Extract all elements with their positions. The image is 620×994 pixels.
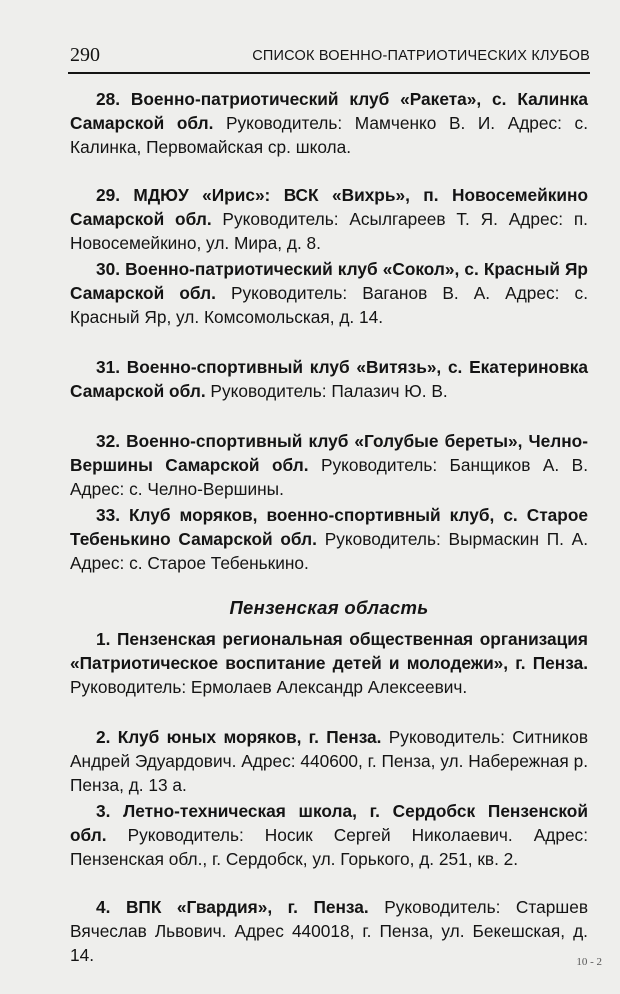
club-name: 32. Военно-спортивный клуб «Голубые береты», Челно-Вершины Самарской обл. xyxy=(70,431,588,475)
club-name: 3. Летно-техническая школа, г. Сердобск Пензенской обл. xyxy=(70,801,588,845)
club-entry-penza-3 xyxy=(70,800,588,871)
club-name: 28. Военно-патриотический клуб «Ракета», с. Калинка Самарской обл. xyxy=(70,89,588,133)
club-details: Руководитель: Мамченко В. И. Адрес: с. Калинка, Первомайская ср. школа. xyxy=(70,112,589,157)
club-name: 31. Военно-спортивный клуб «Витязь», с. Екатериновка Самарской обл. xyxy=(70,357,588,401)
club-entry-33 xyxy=(70,504,588,575)
page-header xyxy=(68,42,590,74)
club-details: Руководитель: Старшев Вячеслав Львович. Адрес 440018, г. Пенза, ул. Бекешская, д. 14. xyxy=(70,897,588,965)
club-name: 1. Пензенская региональная общественная организация «Патриотическое воспитание детей и молодежи», г. Пенза. xyxy=(70,629,588,673)
club-name: 29. МДЮУ «Ирис»: ВСК «Вихрь», п. Новосемейкино Самарской обл. xyxy=(70,185,588,229)
club-name: 33. Клуб моряков, военно-спортивный клуб, с. Старое Тебенькино Самарской обл. xyxy=(70,505,588,549)
club-name: 30. Военно-патриотический клуб «Сокол», с. Красный Яр Самарской обл. xyxy=(70,259,588,303)
club-details: Руководитель: Банщиков А. В. Адрес: с. Челно-Вершины. xyxy=(70,454,588,499)
section-heading: Пензенская область xyxy=(229,597,429,618)
club-details: Руководитель: Ваганов В. А. Адрес: с. Красный Яр, ул. Комсомольская, д. 14. xyxy=(70,282,588,327)
club-name: 4. ВПК «Гвардия», г. Пенза. xyxy=(96,897,369,917)
club-entry-penza-1 xyxy=(70,628,588,699)
signature-mark: 10 - 2 xyxy=(576,956,602,968)
club-entry-penza-4 xyxy=(70,896,588,967)
club-entry-28 xyxy=(70,88,588,159)
page-number: 290 xyxy=(70,44,100,66)
club-entry-31 xyxy=(70,356,588,404)
club-details: Руководитель: Вырмаскин П. А. Адрес: с. Старое Тебенькино. xyxy=(70,528,588,573)
club-entry-29 xyxy=(70,184,588,255)
club-entry-penza-2 xyxy=(70,726,588,797)
running-title: СПИСОК ВОЕННО-ПАТРИОТИЧЕСКИХ КЛУБОВ xyxy=(252,48,590,64)
club-details: Руководитель: Ситников Андрей Эдуардович. Адрес: 440600, г. Пенза, ул. Набережная р. Пенза, д. 13 а. xyxy=(70,727,588,795)
club-entry-30 xyxy=(70,258,588,329)
club-details: Руководитель: Носик Сергей Николаевич. Адрес: Пензенская обл., г. Сердобск, ул. Горького, д. 251, кв. 2. xyxy=(70,824,588,869)
club-name: 2. Клуб юных моряков, г. Пенза. xyxy=(96,727,382,747)
club-details: Руководитель: Асылгареев Т. Я. Адрес: п. Новосемейкино, ул. Мира, д. 8. xyxy=(70,208,588,253)
club-entry-32 xyxy=(70,430,588,501)
club-details: Руководитель: Ермолаев Александр Алексеевич. xyxy=(70,676,468,697)
club-details: Руководитель: Палазич Ю. В. xyxy=(205,380,448,401)
